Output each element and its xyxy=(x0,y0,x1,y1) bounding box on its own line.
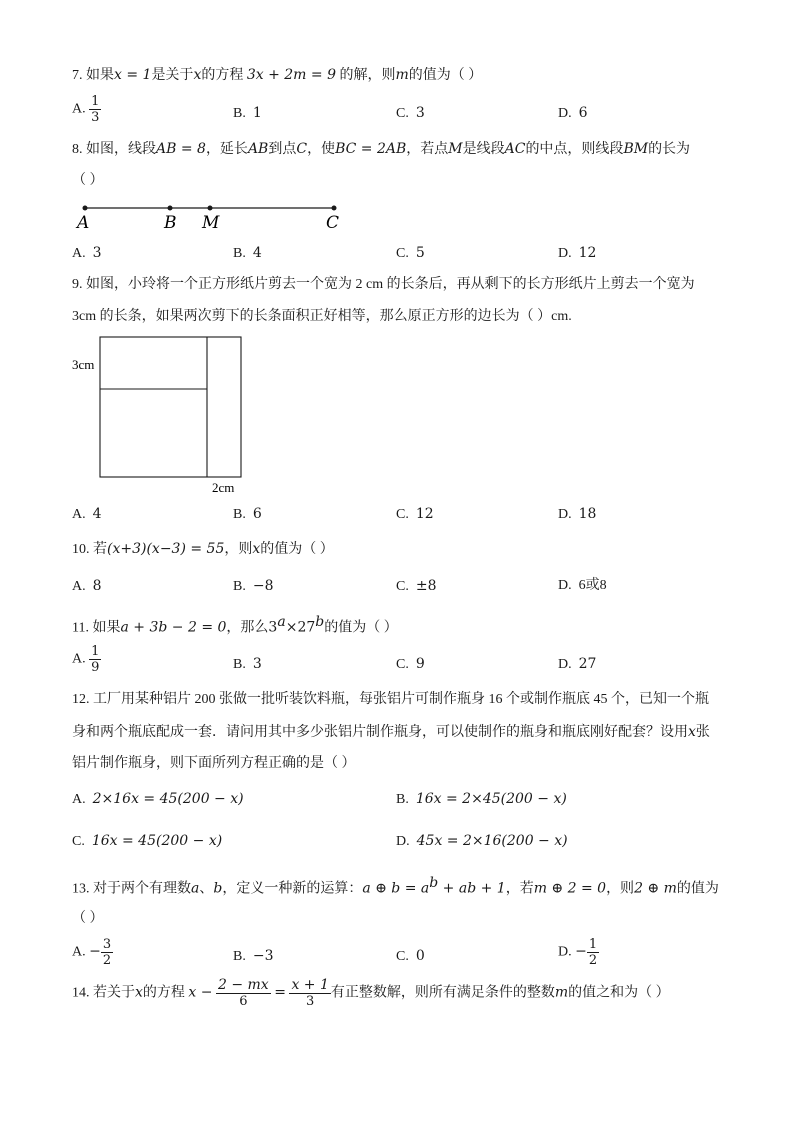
q13-option-d[interactable]: D. − $\frac{1}{2}$ xyxy=(558,937,598,968)
q11-option-b[interactable]: B. 3 xyxy=(233,656,262,672)
q7-option-b[interactable]: B. 1 xyxy=(233,105,262,121)
q7-stem: 7. 如果x = 1是关于x的方程 3x + 2m = 9 的解，则m的值为（ ） xyxy=(72,67,483,83)
q9-stem: 9. 如图，小玲将一个正方形纸片剪去一个宽为 2 cm 的长条后，再从剩下的长方形纸片上剪去一个宽为 xyxy=(72,277,695,292)
fraction: $\frac{1}{9}$ xyxy=(91,644,100,675)
q8-option-d[interactable]: D. 12 xyxy=(558,245,597,261)
q10-option-d[interactable]: D. 6或8 xyxy=(558,578,607,593)
q13-option-b[interactable]: B. −3 xyxy=(233,948,274,964)
q12-option-d[interactable]: D. 45x = 2×16(200 − x) xyxy=(396,833,568,849)
label-c: C xyxy=(326,213,340,233)
q9-option-b[interactable]: B. 6 xyxy=(233,506,262,522)
label-a: A xyxy=(77,213,90,233)
q11-option-d[interactable]: D. 27 xyxy=(558,656,597,672)
point-c xyxy=(332,206,337,211)
label-m: M xyxy=(202,213,220,233)
q12-option-a[interactable]: A. 2×16x = 45(200 − x) xyxy=(72,791,244,807)
q12-stem-line2: 身和两个瓶底配成一套．请问用其中多少张铝片制作瓶身，可以使制作的瓶身和瓶底刚好配套？设用x张 xyxy=(72,724,710,740)
segment-diagram xyxy=(72,196,352,236)
fraction-right: $\frac{x + 1}{3}$ xyxy=(291,977,329,1009)
q8-stem-line2: （ ） xyxy=(72,173,104,188)
q13-stem-line2: （ ） xyxy=(72,911,104,926)
q8-option-b[interactable]: B. 4 xyxy=(233,245,262,261)
original-square xyxy=(100,337,241,477)
label-b: B xyxy=(164,213,177,233)
q7-option-a[interactable]: A. $\frac{1}{3}$ xyxy=(72,94,100,125)
q13-option-a[interactable]: A. − $\frac{3}{2}$ xyxy=(72,937,112,968)
q9-stem-line2: 3cm 的长条，如果两次剪下的长条面积正好相等，那么原正方形的边长为（ ）cm. xyxy=(72,309,572,324)
q13-option-c[interactable]: C. 0 xyxy=(396,948,425,964)
q10-option-b[interactable]: B. −8 xyxy=(233,578,274,594)
q10-option-c[interactable]: C. ±8 xyxy=(396,578,437,594)
q11-stem: 11. 如果a + 3b − 2 = 0，那么$3^a\times 27^b$的值为（ ） xyxy=(72,614,398,636)
q12-stem-line3: 铝片制作瓶身，则下面所列方程正确的是（ ） xyxy=(72,756,356,771)
q13-stem: 13. 对于两个有理数a、b，定义一种新的运算：a ⊕ $b = a^b$ + ab + 1，若m ⊕ 2 = 0，则2 ⊕ m的值为 xyxy=(72,875,719,897)
q10-option-a[interactable]: A. 8 xyxy=(72,578,102,594)
label-3cm: 3cm xyxy=(72,357,95,372)
label-2cm: 2cm xyxy=(212,480,235,495)
q8-option-c[interactable]: C. 5 xyxy=(396,245,425,261)
q9-option-c[interactable]: C. 12 xyxy=(396,506,434,522)
q10-stem: 10. 若(x+3)(x−3) = 55，则x的值为（ ） xyxy=(72,541,334,557)
q7-option-d[interactable]: D. 6 xyxy=(558,105,588,121)
fraction: $\frac{3}{2}$ xyxy=(102,937,112,968)
point-b xyxy=(168,206,173,211)
q14-stem: 14. 若关于x的方程 x − $\frac{2 - mx}{6}$ = $\frac{x + 1}{3}$ 有正整数解，则所有满足条件的整数m的值之和为（ ） xyxy=(72,977,670,1009)
q12-option-b[interactable]: B. 16x = 2×45(200 − x) xyxy=(396,791,567,807)
q12-stem: 12. 工厂用某种铝片 200 张做一批听装饮料瓶，每张铝片可制作瓶身 16 个或制作瓶底 45 个，已知一个瓶 xyxy=(72,692,709,707)
point-a xyxy=(83,206,88,211)
q11-option-c[interactable]: C. 9 xyxy=(396,656,425,672)
fraction: $\frac{1}{2}$ xyxy=(588,937,598,968)
q9-option-d[interactable]: D. 18 xyxy=(558,506,597,522)
square-diagram xyxy=(70,334,250,496)
fraction: $\frac{1}{3}$ xyxy=(91,94,100,125)
point-m xyxy=(208,206,213,211)
q12-option-c[interactable]: C. 16x = 45(200 − x) xyxy=(72,833,223,849)
q11-option-a[interactable]: A. $\frac{1}{9}$ xyxy=(72,644,100,675)
q7-option-c[interactable]: C. 3 xyxy=(396,105,425,121)
fraction-left: $\frac{2 - mx}{6}$ xyxy=(217,977,269,1009)
q8-stem: 8. 如图，线段AB = 8，延长AB到点C，使BC = 2AB，若点M是线段AC的中点，则线段BM的长为 xyxy=(72,141,691,157)
q8-option-a[interactable]: A. 3 xyxy=(72,245,102,261)
q9-option-a[interactable]: A. 4 xyxy=(72,506,102,522)
